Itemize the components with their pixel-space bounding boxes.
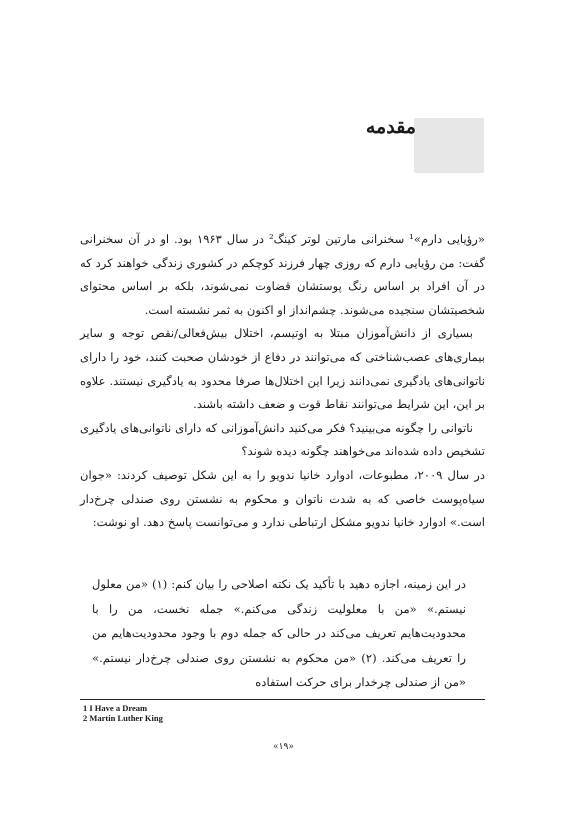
- paragraph-2: بسیاری از دانش‌آموزان مبتلا به اوتیسم، اختلال بیش‌فعالی/نقص توجه و سایر بیماری‌های عصب‌شناختی که می‌توانند در دفاع از خودشان صحبت کنند، خود را دارای ناتوانی‌های یادگیری نمی‌دانند زیرا این اختلال‌ها صرفا محدود به یادگیری نیستند. علاوه بر این، این شرایط می‌توانند نقاط قوت و ضعف داشته باشند.: [80, 326, 485, 412]
- footnote-1: 1 I Have a Dream: [83, 703, 148, 713]
- paragraph-3: ناتوانی را چگونه می‌بینید؟ فکر می‌کنید دانش‌آموزانی که دارای ناتوانی‌های یادگیری تشخیص داده شده‌اند می‌خواهند چگونه دیده شوند؟: [80, 420, 485, 459]
- block-quote: [92, 572, 466, 695]
- quote-text: در این زمینه، اجازه دهید با تأکید یک نکته اصلاحی را بیان کنم: (۱) «من معلول نیستم.» «من با معلولیت زندگی می‌کنم.» جمله نخست، من را با محدودیت‌هایم تعریف می‌کند در حالی که جمله دوم با وجود محدودیت‌هایم من را تعریف می‌کند. (۲) «من محکوم به نشستن روی صندلی چرخ‌دار نیستم.» «من از صندلی چرخدار برای حرکت استفاده: [92, 577, 466, 689]
- paragraph-1: «رؤیایی دارم»¹ سخنرانی مارتین لوتر کینگ² در سال ۱۹۶۳ بود. او در آن سخنرانی گفت: من رؤیایی دارم که روزی چهار فرزند کوچکم در کشوری زندگی خواهند کرد که در آن افراد بر اساس رنگ پوستشان قضاوت نمی‌شوند، بلکه بر اساس محتوای شخصیتشان سنجیده می‌شوند. چشم‌انداز او اکنون به ثمر نشسته است.: [80, 232, 485, 317]
- title-decoration-box: [414, 118, 484, 173]
- chapter-title: مقدمه: [365, 116, 416, 138]
- footnote-2: 2 Martin Luther King: [83, 713, 163, 723]
- body-text: [80, 228, 485, 535]
- page-number: «۱۹»: [273, 742, 294, 752]
- paragraph-4: در سال ۲۰۰۹، مطبوعات، ادوارد خانیا ندویو را به این شکل توصیف کردند: «جوان سیاه‌پوست خاصی که به شدت ناتوان و محکوم به نشستن روی صندلی چرخ‌دار است.» ادوارد خانیا ندویو مشکل ارتباطی ندارد و می‌توانست پاسخ دهد. او نوشت:: [80, 467, 486, 530]
- footnote-divider: [80, 699, 485, 700]
- footnotes: [83, 703, 163, 723]
